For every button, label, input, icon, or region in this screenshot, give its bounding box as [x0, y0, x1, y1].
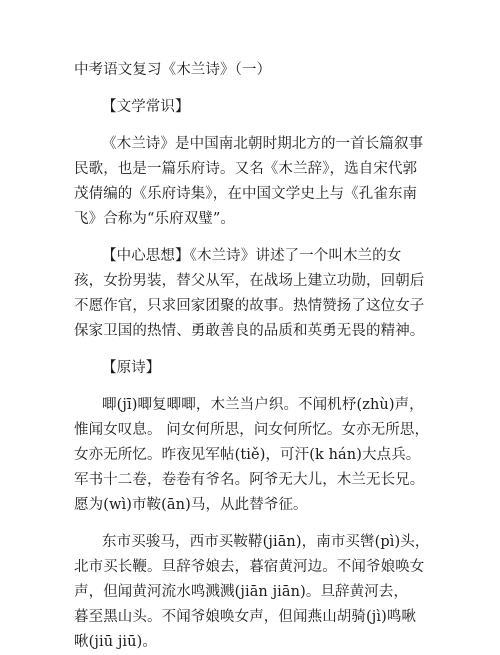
section-heading-original-poem: 【原诗】: [102, 360, 161, 376]
poem-line: 女亦无所忆。昨夜见军帖(tiě)，可汗(k hán)大点兵。: [74, 447, 421, 463]
poem-line: 啾(jiū jiū)。: [74, 634, 157, 650]
paragraph-line-central-idea: 【中心思想】《木兰诗》讲述了一个叫木兰的女: [102, 248, 402, 264]
poem-line: 愿为(wì)市鞍(ān)马，从此替爷征。: [74, 497, 308, 513]
poem-line: 东市买骏马，西市买鞍鞯(jiān)，南市买辔(pì)头，: [102, 534, 430, 550]
poem-line: 声，但闻黄河流水鸣溅溅(jiān jiān)。旦辞黄河去，: [74, 584, 409, 600]
document-title: 中考语文复习《木兰诗》（一）: [74, 62, 272, 78]
paragraph-line: 保家卫国的热情、勇敢善良的品质和英勇无畏的精神。: [74, 323, 425, 339]
document-content: [74, 58, 444, 655]
poem-line: 北市买长鞭。旦辞爷娘去，暮宿黄河边。不闻爷娘唤女: [74, 559, 425, 575]
poem-line: 惟闻女叹息。 问女何所思，问女何所忆。女亦无所思，: [74, 422, 430, 438]
paragraph-line: 《木兰诗》是中国南北朝时期北方的一首长篇叙事: [102, 136, 424, 152]
poem-line: 唧(jī)唧复唧唧，木兰当户织。不闻机杼(zhù)声，: [102, 397, 424, 413]
paragraph-line: 飞》合称为“乐府双璧”。: [74, 211, 236, 227]
poem-line: 暮至黑山头。不闻爷娘唤女声，但闻燕山胡骑(jì)鸣啾: [74, 609, 417, 625]
poem-line: 军书十二卷，卷卷有爷名。阿爷无大儿，木兰无长兄。: [74, 472, 425, 488]
paragraph-line: 民歌，也是一篇乐府诗。又名《木兰辞》，选自宋代郭: [74, 161, 418, 177]
paragraph-line: 不愿作官，只求回家团聚的故事。热情赞扬了这位女子: [74, 298, 425, 314]
section-heading-literary-knowledge: 【文学常识】: [102, 99, 190, 115]
paragraph-line: 孩，女扮男装，替父从军，在战场上建立功勋，回朝后: [74, 273, 425, 289]
paragraph-line: 茂倩编的《乐府诗集》，在中国文学史上与《孔雀东南: [74, 186, 418, 202]
